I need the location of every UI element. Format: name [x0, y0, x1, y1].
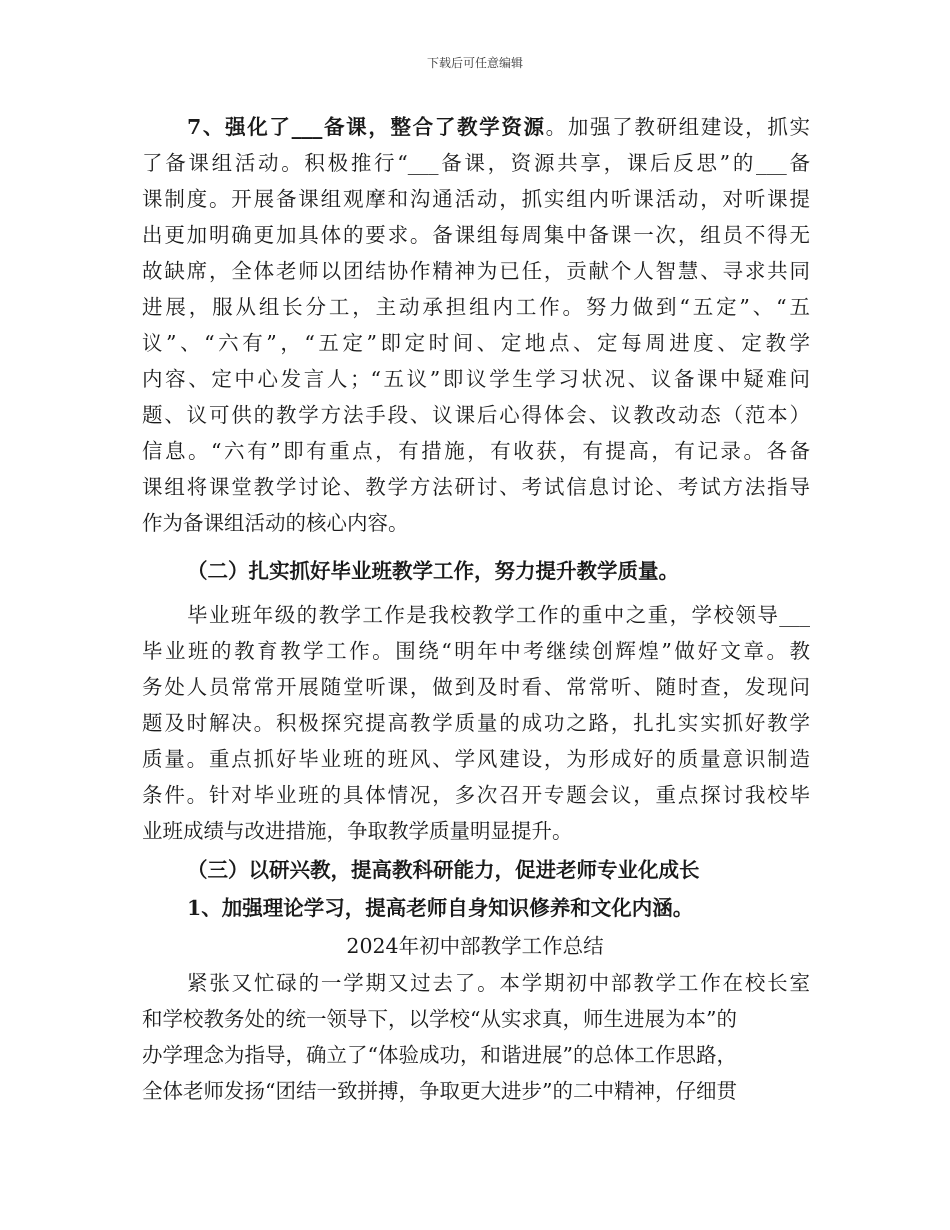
paragraph-line: 题、议可供的教学方法手段、议课后心得体会、议教改动态（范本）	[142, 403, 810, 427]
section7-bold-lead: 7、强化了___备课，整合了教学资源	[187, 115, 546, 139]
paragraph-line: 质量。重点抓好毕业班的班风、学风建设，为形成好的质量意识制造	[142, 747, 810, 771]
section3-heading: （三）以研兴教，提高教科研能力，促进老师专业化成长	[187, 858, 700, 882]
paragraph-line: 进展，服从组长分工，主动承担组内工作。努力做到“五定”、“五	[142, 295, 810, 319]
paragraph-line: 毕业班的教育教学工作。围绕“明年中考继续创辉煌”做好文章。教	[142, 639, 810, 663]
paragraph-line: 条件。针对毕业班的具体情况，多次召开专题会议，重点探讨我校毕	[142, 783, 810, 807]
paragraph-line: 紧张又忙碌的一学期又过去了。本学期初中部教学工作在校长室	[187, 971, 810, 995]
section3-subheading: 1、加强理论学习，提高老师自身知识修养和文化内涵。	[187, 896, 694, 920]
paragraph-line: 和学校教务处的统一领导下，以学校“从实求真，师生进展为本”的	[142, 1007, 737, 1031]
paragraph-line: 信息。“六有”即有重点，有措施，有收获，有提高，有记录。各备	[142, 439, 810, 463]
paragraph-line: 作为备课组活动的核心内容。	[142, 511, 409, 535]
section7-line-1	[187, 112, 810, 142]
paragraph-line: 题及时解决。积极探究提高教学质量的成功之路，扎扎实实抓好教学	[142, 711, 810, 735]
paragraph-line: 内容、定中心发言人；“五议”即议学生学习状况、议备课中疑难问	[142, 367, 810, 391]
summary-title: 2024年初中部教学工作总结	[346, 934, 604, 958]
paragraph-line: 业班成绩与改进措施，争取教学质量明显提升。	[142, 819, 573, 843]
paragraph-line: 办学理念为指导，确立了“体验成功，和谐进展”的总体工作思路，	[142, 1043, 737, 1067]
paragraph-line: 毕业班年级的教学工作是我校教学工作的重中之重，学校领导___	[187, 603, 810, 627]
section7-lead-rest: 。加强了教研组建设，抓实	[545, 115, 810, 139]
paragraph-line: 议”、“六有”，“五定”即定时间、定地点、定每周进度、定教学	[142, 331, 810, 355]
paragraph-line: 故缺席，全体老师以团结协作精神为已任，贡献个人智慧、寻求共同	[142, 259, 810, 283]
section2-heading: （二）扎实抓好毕业班教学工作，努力提升教学质量。	[187, 559, 679, 583]
paragraph-line: 务处人员常常开展随堂听课，做到及时看、常常听、随时查，发现问	[142, 675, 810, 699]
paragraph-line: 全体老师发扬“团结一致拼搏，争取更大进步”的二中精神，仔细贯	[142, 1079, 737, 1103]
paragraph-line: 了备课组活动。积极推行“___备课，资源共享，课后反思”的___备	[142, 151, 810, 175]
paragraph-line: 出更加明确更加具体的要求。备课组每周集中备课一次，组员不得无	[142, 223, 810, 247]
paragraph-line: 课组将课堂教学讨论、教学方法研讨、考试信息讨论、考试方法指导	[142, 475, 810, 499]
page-header: 下载后可任意编辑	[426, 56, 523, 70]
paragraph-line: 课制度。开展备课组观摩和沟通活动，抓实组内听课活动，对听课提	[142, 187, 810, 211]
